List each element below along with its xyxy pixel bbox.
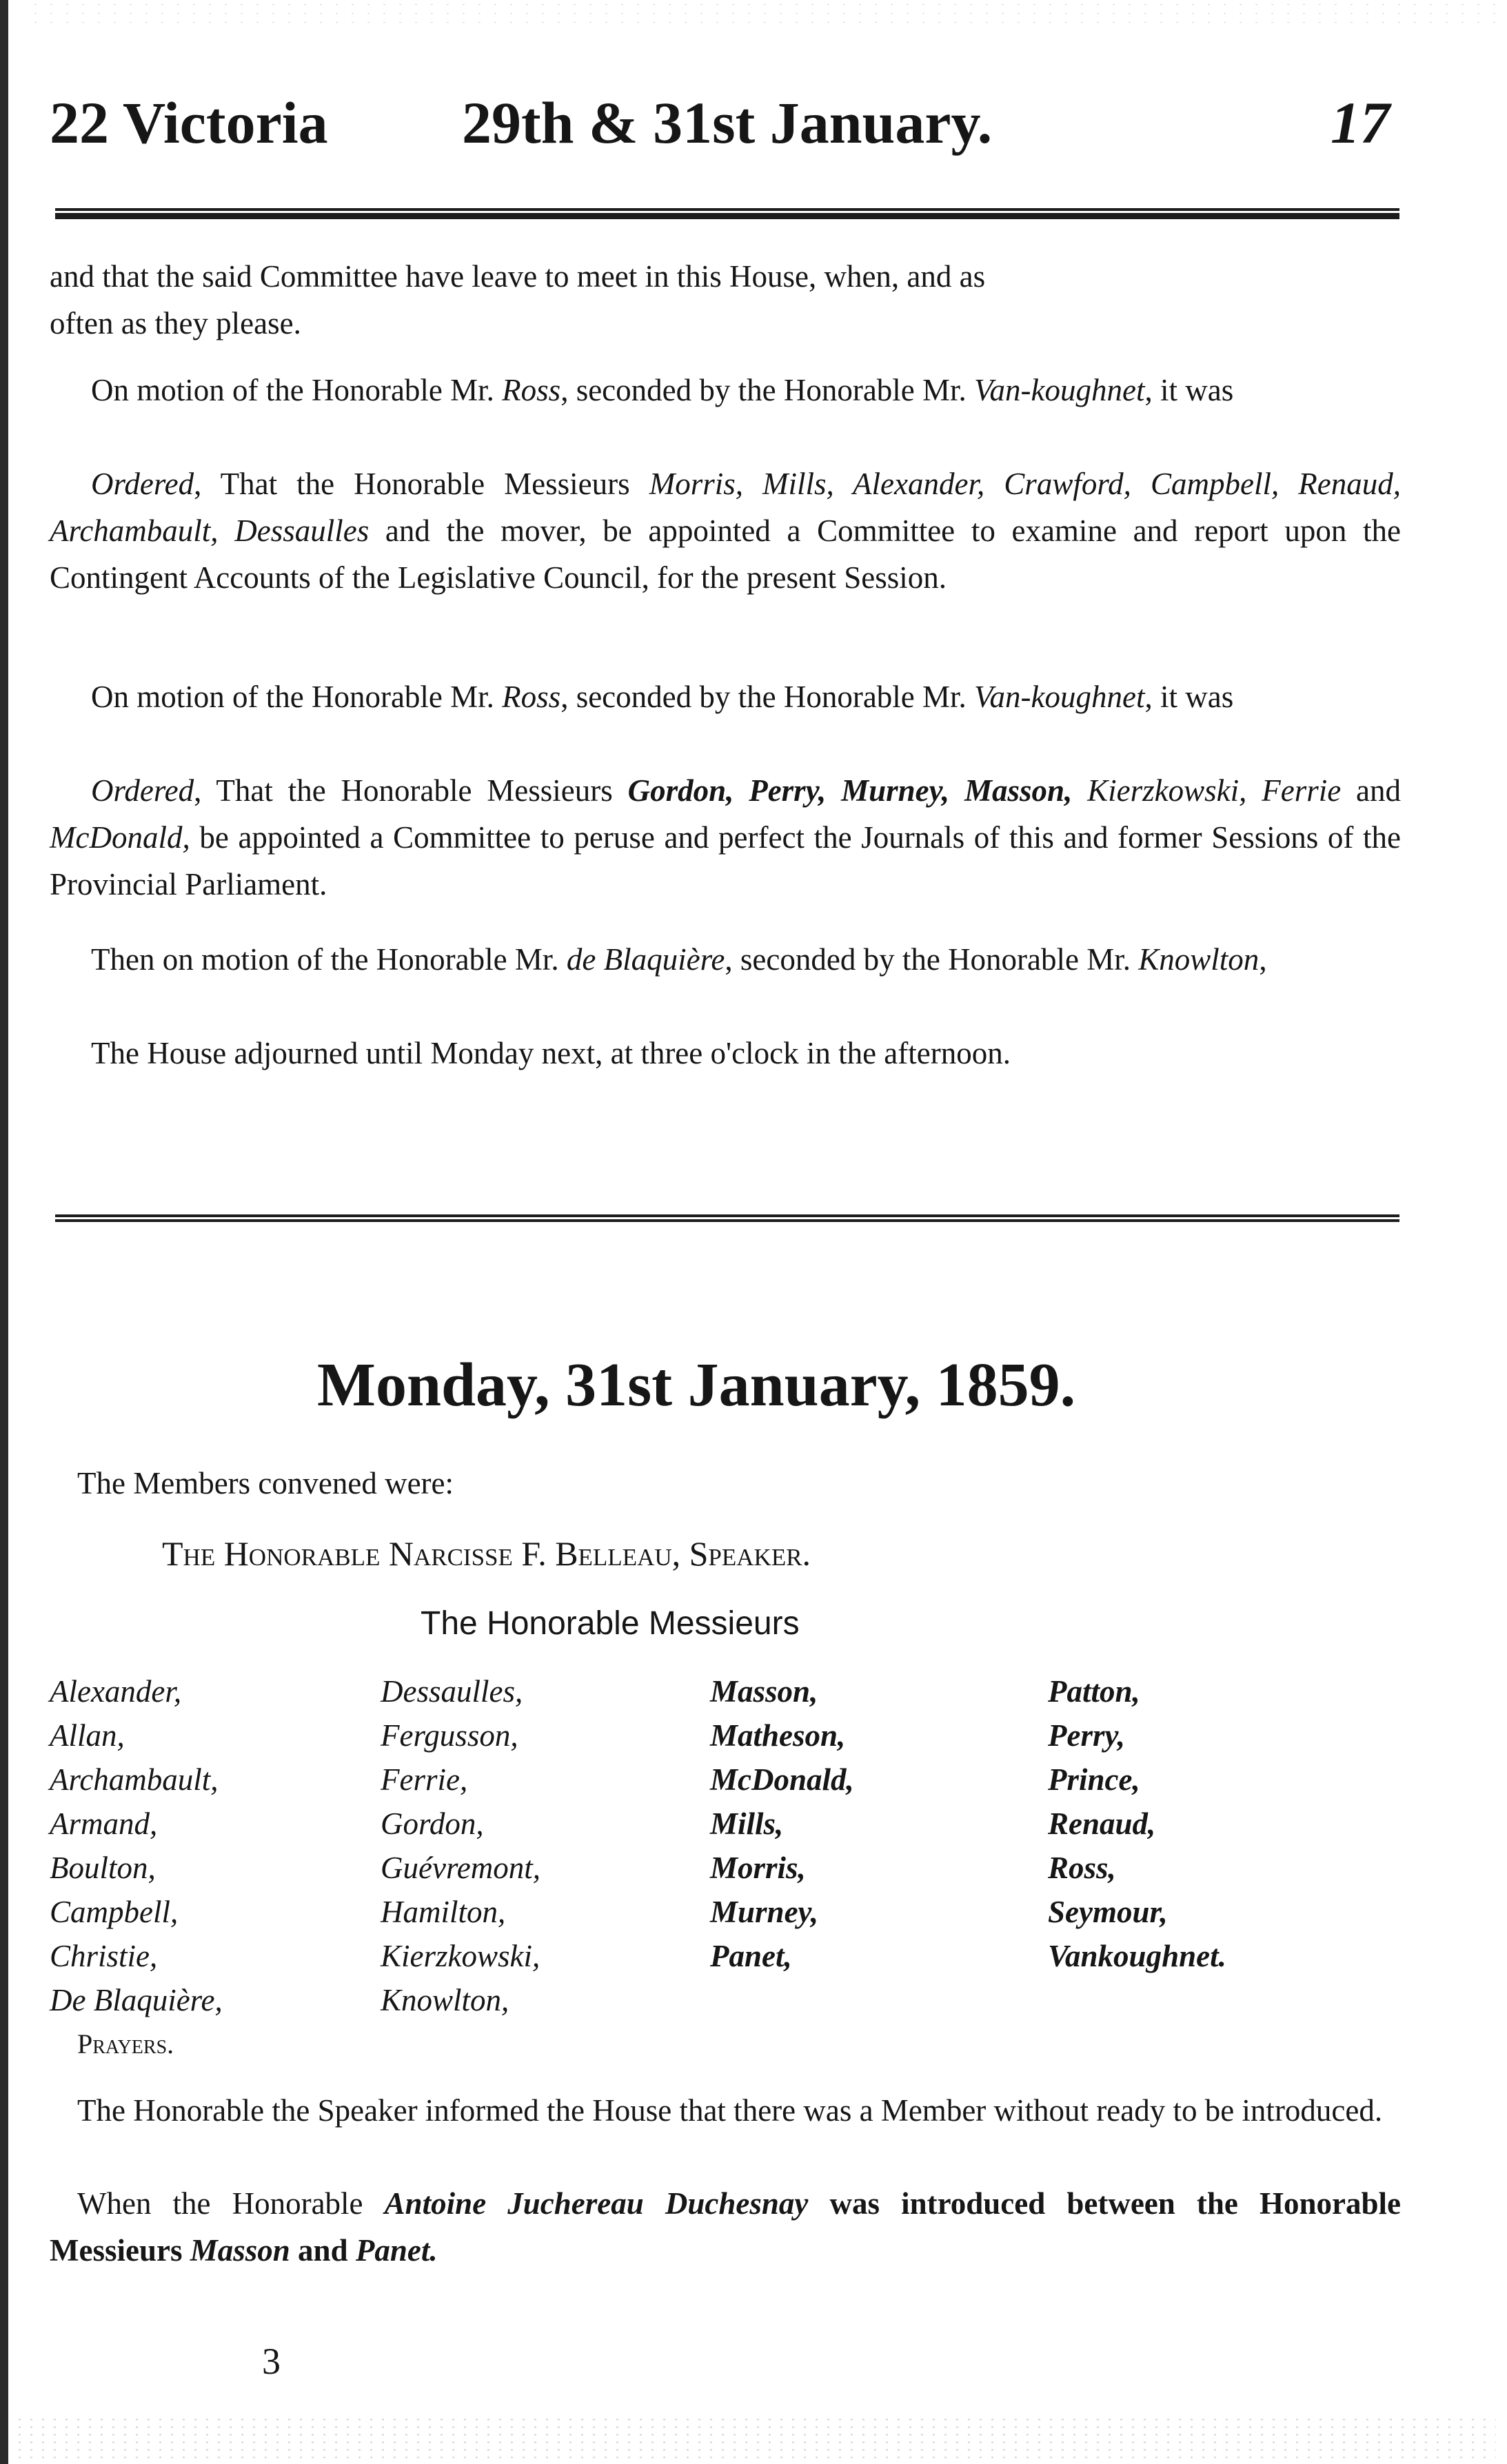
paragraph-motion-ross-1 [50, 367, 1401, 414]
text-run: , seconded by the Honorable Mr. [560, 680, 975, 714]
member-entry: Archambault, [50, 1762, 219, 1797]
page-binding-edge [0, 0, 8, 2464]
member-entry: Renaud, [1048, 1806, 1156, 1841]
members-convened-line: The Members convened were: [77, 1466, 454, 1500]
sitting-date-heading: Monday, 31st January, 1859. [317, 1351, 1076, 1419]
member-entry: Panet, [710, 1939, 792, 1973]
text-run: When the Honorable [77, 2186, 385, 2221]
member-name: Van-koughnet [974, 680, 1145, 714]
members-column-4 [1048, 1669, 1226, 1978]
honorable-messieurs-heading: The Honorable Messieurs [421, 1605, 800, 1642]
member-entry: Gordon, [381, 1806, 484, 1841]
text-run: and [1341, 773, 1402, 808]
member-names: Gordon, Perry, Murney, Masson, [627, 773, 1073, 808]
text-run: was introduced between the Honorable Messieurs [50, 2186, 1401, 2268]
paragraph-motion-ross-2 [50, 673, 1401, 720]
member-entry: Christie, [50, 1939, 158, 1973]
member-entry: Dessaulles, [381, 1674, 523, 1709]
member-entry: Kierzkowski, [381, 1939, 540, 1973]
member-entry: Matheson, [710, 1718, 846, 1753]
paragraph-member-introduced [50, 2180, 1401, 2274]
member-entry: Perry, [1048, 1718, 1126, 1753]
member-entry: De Blaquière, [50, 1983, 223, 2017]
members-column-1 [50, 1669, 223, 2022]
member-entry: McDonald, [710, 1762, 854, 1797]
member-names: Kierzkowski, Ferrie [1072, 773, 1342, 808]
member-entry: Ross, [1048, 1851, 1116, 1885]
text-run: be appointed a Committee to peruse and perfect the Journals of this and former Sessions of the Provincial Parliament. [50, 820, 1401, 902]
member-name: Panet. [355, 2233, 438, 2268]
paragraph-motion-adjourn [50, 936, 1401, 983]
paragraph-order-contingent-accounts [50, 460, 1401, 601]
member-entry: Fergusson, [381, 1718, 518, 1753]
member-entry: Patton, [1048, 1674, 1140, 1709]
member-name: Ross [502, 373, 561, 407]
member-entry: Boulton, [50, 1851, 156, 1885]
member-entry: Seymour, [1048, 1895, 1168, 1929]
member-entry: Vankoughnet. [1048, 1939, 1226, 1973]
text-run: , it was [1144, 680, 1234, 714]
print-speckle-bottom [14, 2416, 1496, 2464]
member-entry: Murney, [710, 1895, 819, 1929]
text-run: , [1259, 942, 1267, 977]
members-column-2 [381, 1669, 540, 2022]
member-entry: Guévremont, [381, 1851, 541, 1885]
member-entry: Allan, [50, 1718, 125, 1753]
member-entry: Morris, [710, 1851, 806, 1885]
prayers-line: Prayers. [77, 2028, 174, 2059]
speaker-line: The Honorable Narcisse F. Belleau, Speaker. [162, 1534, 811, 1573]
member-entry: Hamilton, [381, 1895, 506, 1929]
paragraph-line: and that the said Committee have leave to meet in this House, when, and as [50, 259, 986, 294]
member-name: Antoine Juchereau Duchesnay [384, 2186, 809, 2221]
text-run: , seconded by the Honorable Mr. [725, 942, 1139, 977]
member-name: McDonald, [50, 820, 190, 855]
member-entry: Mills, [710, 1806, 784, 1841]
section-rule-thin-2 [55, 1219, 1399, 1222]
member-entry: Prince, [1048, 1762, 1140, 1797]
text-run: , That the Honorable Messieurs [194, 467, 649, 501]
text-run: and the mover, be appointed a Committee to examine and report upon the Contingent Accounts of the Legislative Council, for the present Session. [50, 513, 1401, 595]
running-head-left: 22 Victoria [50, 90, 328, 156]
member-entry: Masson, [710, 1674, 818, 1709]
ordered-label: Ordered [91, 773, 194, 808]
members-column-3 [710, 1669, 854, 1978]
text-run: On motion of the Honorable Mr. [91, 680, 503, 714]
paragraph-house-adjourned: The House adjourned until Monday next, at three o'clock in the afternoon. [91, 1036, 1011, 1070]
text-run: , That the Honorable Messieurs [194, 773, 628, 808]
member-name: Knowlton [1138, 942, 1260, 977]
text-run: , it was [1144, 373, 1234, 407]
ordered-label: Ordered [91, 467, 194, 501]
member-names: Morris, Mills, Alexander, Crawford, Campbell, Renaud, Archambault, Dessaulles [50, 467, 1401, 548]
paragraph-speaker-informed: The Honorable the Speaker informed the House that there was a Member without ready to be introduced. [77, 2093, 1383, 2128]
running-head-page-number: 17 [1331, 90, 1390, 156]
text-run: Then on motion of the Honorable Mr. [91, 942, 567, 977]
header-rule-thin [55, 208, 1399, 211]
text-run: , seconded by the Honorable Mr. [560, 373, 975, 407]
member-entry: Knowlton, [381, 1983, 509, 2017]
print-speckle-top [28, 0, 1503, 28]
paragraph-committee-leave [50, 253, 1401, 347]
member-name: Ross [502, 680, 561, 714]
running-head-center: 29th & 31st January. [462, 90, 993, 156]
member-entry: Armand, [50, 1806, 158, 1841]
member-entry: Ferrie, [381, 1762, 468, 1797]
text-run: and [290, 2233, 356, 2268]
header-rule-thick [55, 213, 1399, 219]
text-run: On motion of the Honorable Mr. [91, 373, 503, 407]
section-rule-thin [55, 1214, 1399, 1217]
signature-mark: 3 [262, 2341, 281, 2382]
member-entry: Alexander, [50, 1674, 182, 1709]
member-name: de Blaquière [566, 942, 725, 977]
member-entry: Campbell, [50, 1895, 179, 1929]
paragraph-line: often as they please. [50, 306, 301, 340]
paragraph-order-journals [50, 767, 1401, 908]
member-name: Masson [190, 2233, 290, 2268]
member-name: Van-koughnet [974, 373, 1145, 407]
